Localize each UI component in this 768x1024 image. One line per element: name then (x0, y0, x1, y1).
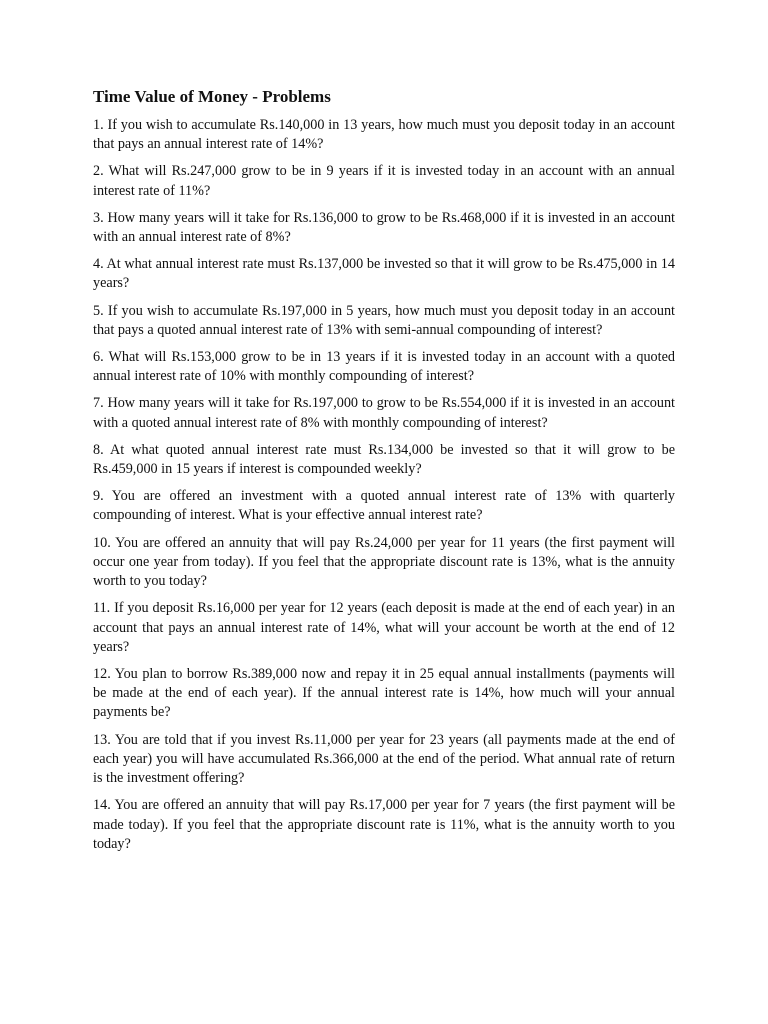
problem-7: 7. How many years will it take for Rs.197,000 to grow to be Rs.554,000 if it is invested in an account with a quoted annual interest rate of 8% with monthly compounding of interest? (93, 395, 675, 431)
problem-14: 14. You are offered an annuity that will pay Rs.17,000 per year for 7 years (the first payment will be made today). If you feel that the appropriate discount rate is 11%, what is the annuity worth to you today? (93, 797, 675, 852)
problem-1: 1. If you wish to accumulate Rs.140,000 in 13 years, how much must you deposit today in an account that pays an annual interest rate of 14%? (93, 117, 675, 153)
problem-8: 8. At what quoted annual interest rate must Rs.134,000 be invested so that it will grow to be Rs.459,000 in 15 years if interest is compounded weekly? (93, 441, 675, 478)
problem-list (93, 116, 675, 854)
document-body (93, 86, 675, 862)
problem-2: 2. What will Rs.247,000 grow to be in 9 years if it is invested today in an account with an annual interest rate of 11%? (93, 163, 675, 199)
problem-11: 11. If you deposit Rs.16,000 per year for 12 years (each deposit is made at the end of each year) in an account that pays an annual interest rate of 14%, what will your account be worth at the end of 12 years? (93, 600, 675, 655)
document-title: Time Value of Money - Problems (93, 87, 331, 106)
problem-4: 4. At what annual interest rate must Rs.137,000 be invested so that it will grow to be Rs.475,000 in 14 years? (93, 256, 675, 292)
problem-12: 12. You plan to borrow Rs.389,000 now and repay it in 25 equal annual installments (payments will be made at the end of each year). If the annual interest rate is 14%, how much will your annual payments be? (93, 665, 675, 721)
problem-3: 3. How many years will it take for Rs.136,000 to grow to be Rs.468,000 if it is invested in an account with an annual interest rate of 8%? (93, 209, 675, 246)
problem-6: 6. What will Rs.153,000 grow to be in 13 years if it is invested today in an account with a quoted annual interest rate of 10% with monthly compounding of interest? (93, 348, 675, 385)
problem-10: 10. You are offered an annuity that will pay Rs.24,000 per year for 11 years (the first payment will occur one year from today). If you feel that the appropriate discount rate is 13%, what is the annuity worth to you today? (93, 534, 675, 590)
problem-9: 9. You are offered an investment with a quoted annual interest rate of 13% with quarterly compounding of interest. What is your effective annual interest rate? (93, 488, 675, 524)
problem-5: 5. If you wish to accumulate Rs.197,000 in 5 years, how much must you deposit today in an account that pays a quoted annual interest rate of 13% with semi-annual compounding of interest? (93, 302, 675, 338)
problem-13: 13. You are told that if you invest Rs.11,000 per year for 23 years (all payments made at the end of each year) you will have accumulated Rs.366,000 at the end of the period. What annual rate of return is the investment offering? (93, 731, 675, 787)
